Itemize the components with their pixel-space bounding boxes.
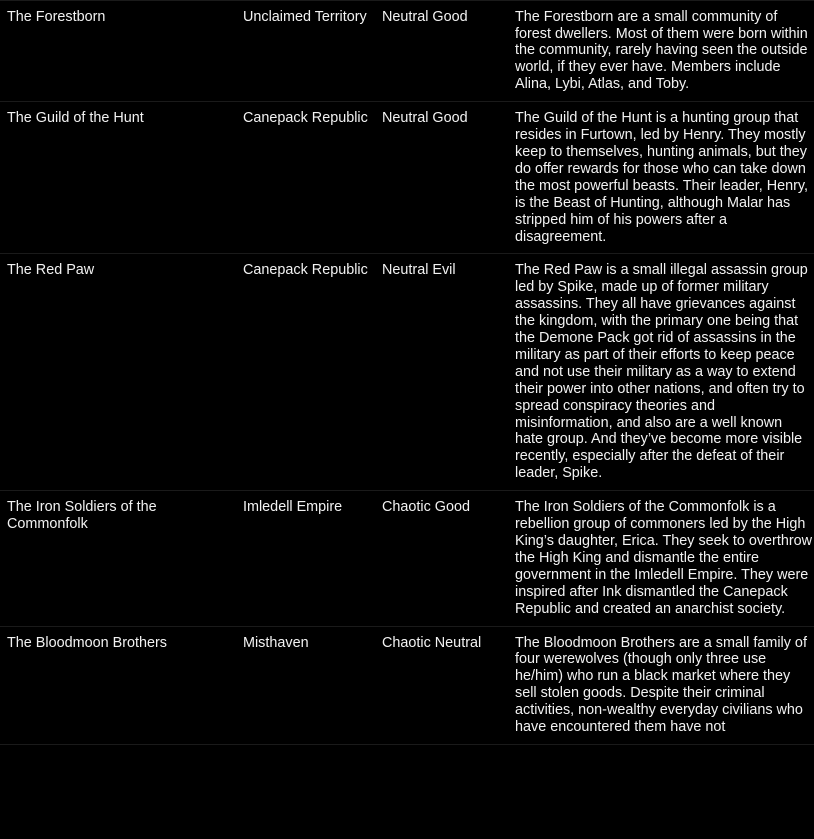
faction-location: Unclaimed Territory [236,0,375,102]
table-row [0,254,814,491]
faction-alignment: Chaotic Good [375,491,508,626]
table-row [0,102,814,254]
faction-description: The Bloodmoon Brothers are a small family of four werewolves (though only three use he/him) who run a black market where they sell stolen goods. Despite their criminal activities, non-wealthy everyday civilians who have encountered them have not [508,626,814,744]
faction-location: Canepack Republic [236,102,375,254]
faction-description: The Iron Soldiers of the Commonfolk is a rebellion group of commoners led by the High King’s daughter, Erica. They seek to overthrow the High King and dismantle the entire government in the Imledell Empire. They were inspired after Ink dismantled the Canepack Republic and created an anarchist society. [508,491,814,626]
faction-alignment: Neutral Good [375,0,508,102]
table-row [0,0,814,102]
faction-name: The Guild of the Hunt [0,102,236,254]
faction-location: Canepack Republic [236,254,375,491]
faction-name: The Iron Soldiers of the Commonfolk [0,491,236,626]
faction-name: The Forestborn [0,0,236,102]
faction-description: The Forestborn are a small community of forest dwellers. Most of them were born within the community, rarely having seen the outside world, if they ever have. Members include Alina, Lybi, Atlas, and Toby. [508,0,814,102]
faction-location: Imledell Empire [236,491,375,626]
table-row [0,626,814,744]
faction-name: The Red Paw [0,254,236,491]
faction-alignment: Neutral Evil [375,254,508,491]
faction-alignment: Chaotic Neutral [375,626,508,744]
faction-description: The Guild of the Hunt is a hunting group that resides in Furtown, led by Henry. They mostly keep to themselves, hunting animals, but they do offer rewards for those who can take down the most powerful beasts. Their leader, Henry, is the Beast of Hunting, although Malar has stripped him of his powers after a disagreement. [508,102,814,254]
faction-description: The Red Paw is a small illegal assassin group led by Spike, made up of former military assassins. They all have grievances against the kingdom, with the primary one being that the Demone Pack got rid of assassins in the military as part of their efforts to keep peace and not use their military as a way to extend their power into other nations, and often try to spread conspiracy theories and misinformation, and also are a well known hate group. And they’ve become more visible recently, especially after the defeat of their leader, Spike. [508,254,814,491]
faction-name: The Bloodmoon Brothers [0,626,236,744]
faction-alignment: Neutral Good [375,102,508,254]
table-row [0,491,814,626]
faction-location: Misthaven [236,626,375,744]
